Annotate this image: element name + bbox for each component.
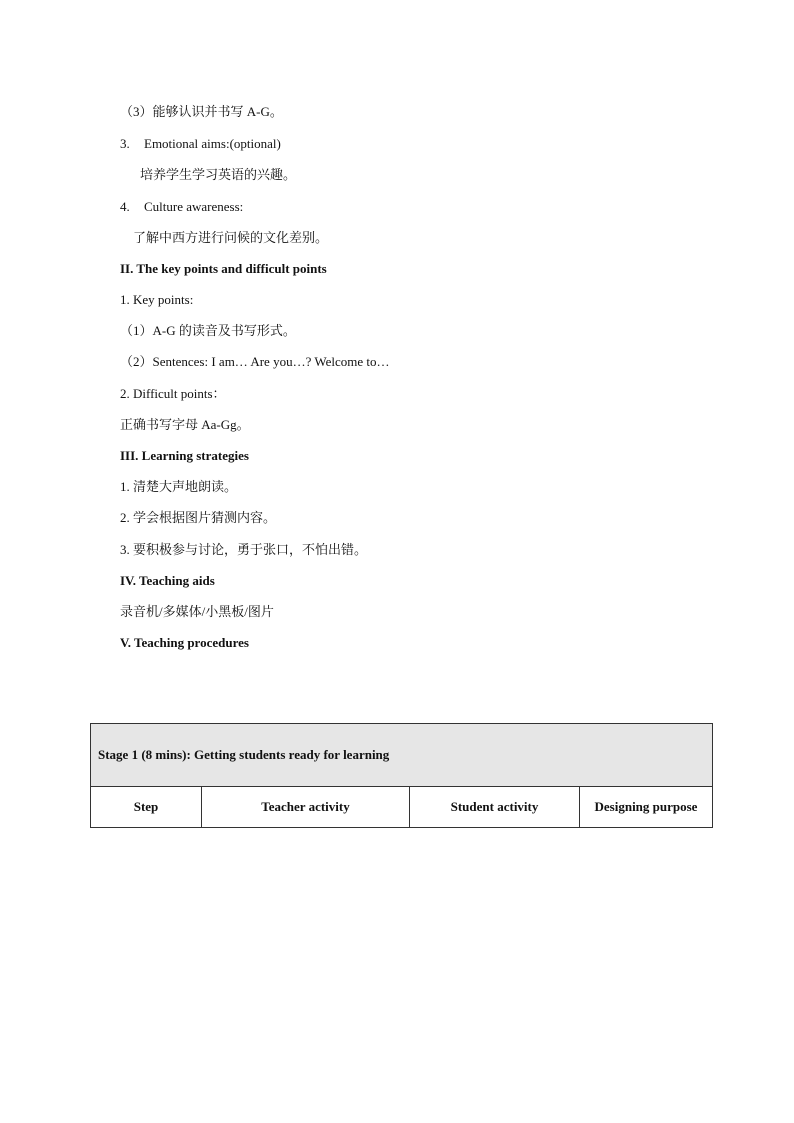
key-point-1: （1）A-G 的读音及书写形式。 — [120, 323, 296, 338]
strategy-item: 1. 清楚大声地朗读。 — [120, 479, 238, 494]
strategy-item: 2. 学会根据图片猜测内容。 — [120, 510, 277, 525]
culture-awareness-number: 4. — [120, 199, 130, 214]
emotional-aims-line — [120, 136, 281, 152]
stage-title-cell: Stage 1 (8 mins): Getting students ready for learning — [91, 724, 713, 787]
culture-awareness-line — [120, 199, 243, 215]
emotional-aims-title: Emotional aims:(optional) — [144, 136, 281, 151]
stage-row — [91, 724, 713, 787]
emotional-aims-text: 培养学生学习英语的兴趣。 — [140, 167, 297, 182]
objective-item-3: （3）能够认识并书写 A-G。 — [120, 104, 283, 119]
difficult-points-label: 2. Difficult points： — [120, 386, 226, 401]
key-points-label: 1. Key points: — [120, 292, 194, 307]
culture-awareness-text: 了解中西方进行问候的文化差别。 — [133, 230, 329, 245]
teaching-procedures-heading: V. Teaching procedures — [120, 635, 249, 650]
difficult-points-text: 正确书写字母 Aa-Gg。 — [120, 417, 250, 432]
column-header-step: Step — [91, 787, 202, 828]
learning-strategies-heading: III. Learning strategies — [120, 448, 249, 463]
column-header-teacher-activity: Teacher activity — [202, 787, 410, 828]
column-header-designing-purpose: Designing purpose — [580, 787, 713, 828]
teaching-aids-heading: IV. Teaching aids — [120, 573, 215, 588]
table-header-row — [91, 787, 713, 828]
strategy-item: 3. 要积极参与讨论，勇于张口，不怕出错。 — [120, 542, 368, 557]
emotional-aims-number: 3. — [120, 136, 130, 151]
procedures-table — [90, 723, 713, 828]
key-points-heading: II. The key points and difficult points — [120, 261, 327, 276]
teaching-aids-text: 录音机/多媒体/小黑板/图片 — [120, 604, 274, 619]
key-point-2: （2）Sentences: I am… Are you…? Welcome to… — [120, 354, 390, 369]
column-header-student-activity: Student activity — [410, 787, 580, 828]
culture-awareness-title: Culture awareness: — [144, 199, 244, 214]
